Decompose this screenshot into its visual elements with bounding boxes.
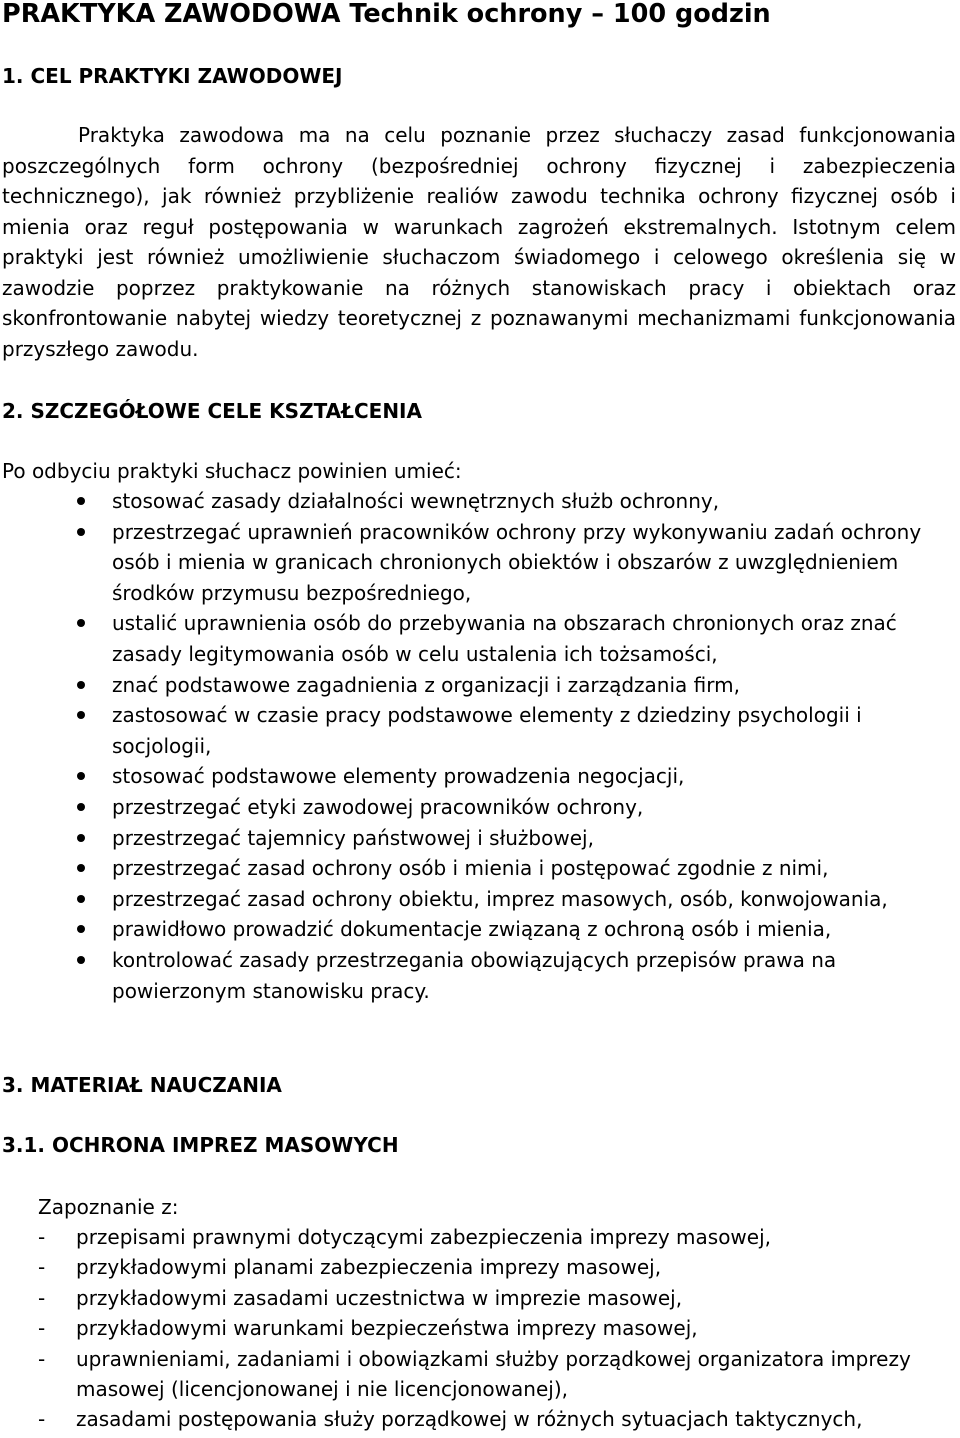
bullet-icon (77, 497, 85, 505)
section-2-bullet-list (0, 486, 960, 1006)
list-item (0, 1252, 956, 1282)
bullet-icon (77, 895, 85, 903)
bullet-icon (77, 834, 85, 842)
dash-marker: - (38, 1407, 46, 1432)
list-item-text: zastosować w czasie pracy podstawowe elementy z dziedziny psychologii i socjologii, (112, 703, 862, 758)
list-item-text: stosować podstawowe elementy prowadzenia negocjacji, (112, 764, 685, 789)
bullet-icon (77, 619, 85, 627)
section-3-heading: 3. MATERIAŁ NAUCZANIA (2, 1073, 282, 1097)
bullet-icon (77, 711, 85, 719)
list-item-text: przykładowymi zasadami uczestnictwa w imprezie masowej, (76, 1285, 683, 1310)
list-item-text: przykładowymi planami zabezpieczenia imprezy masowej, (76, 1255, 662, 1280)
dash-marker: - (38, 1225, 46, 1249)
list-item-text: przestrzegać etyki zawodowej pracowników ochrony, (112, 794, 644, 819)
list-item-text: przykładowymi warunkami bezpieczeństwa imprezy masowej, (76, 1316, 698, 1341)
list-item (0, 761, 944, 792)
bullet-icon (77, 803, 85, 811)
bullet-icon (77, 528, 85, 536)
list-item-text: ustalić uprawnienia osób do przebywania na obszarach chronionych oraz znać zasady legitymowania osób w celu ustalenia ich tożsamości, (112, 611, 897, 666)
list-item (0, 1313, 956, 1343)
section-1-paragraph-text: Praktyka zawodowa ma na celu poznanie przez słuchaczy zasad funkcjonowania poszczególnych form ochrony (bezpośredniej ochrony fizycznej i zabezpieczenia technicznego), jak również przybliżenie realiów zawodu technika ochrony fizycznej osób i mienia oraz reguł postępowania w warunkach zagrożeń ekstremalnych. Istotnym celem praktyki jest również umożliwienie słuchaczom świadomego i celowego określenia się w zawodzie poprzez praktykowanie na różnych stanowiskach pracy i obiektach oraz skonfrontowanie nabytej wiedzy teoretycznej z poznawanymi mechanizmami funkcjonowania przyszłego zawodu. (2, 123, 956, 361)
section-3-1-intro: Zapoznanie z: (38, 1195, 179, 1219)
list-item-text: przepisami prawnymi dotyczącymi zabezpieczenia imprezy masowej, (76, 1225, 772, 1249)
list-item (0, 700, 944, 761)
list-item (0, 1404, 956, 1434)
list-item-text: przestrzegać zasad ochrony osób i mienia i postępować zgodnie z nimi, (112, 856, 829, 881)
list-item (0, 823, 944, 854)
list-item-text: uprawnieniami, zadaniami i obowiązkami służby porządkowej organizatora imprezy masowej (licencjonowanej i nie licencjonowanej), (76, 1346, 911, 1402)
bullet-icon (77, 681, 85, 689)
dash-marker: - (38, 1316, 46, 1341)
bullet-icon (77, 864, 85, 872)
list-item (0, 945, 944, 1006)
list-item (0, 1283, 956, 1313)
list-item-text: stosować zasady działalności wewnętrznych służb ochronny, (112, 489, 720, 513)
dash-marker: - (38, 1285, 46, 1310)
section-1-paragraph (2, 120, 956, 364)
list-item (0, 517, 944, 609)
list-item (0, 884, 944, 915)
list-item-text: przestrzegać uprawnień pracowników ochrony przy wykonywaniu zadań ochrony osób i mienia w granicach chronionych obiektów i obszarów z uwzględnieniem środków przymusu bezpośredniego, (112, 519, 922, 605)
list-item (0, 792, 944, 823)
bullet-icon (77, 956, 85, 964)
dash-marker: - (38, 1346, 46, 1371)
section-2-heading: 2. SZCZEGÓŁOWE CELE KSZTAŁCENIA (2, 399, 422, 423)
document-title: PRAKTYKA ZAWODOWA Technik ochrony – 100 godzin (2, 0, 771, 29)
dash-marker: - (38, 1255, 46, 1280)
list-item (0, 1222, 956, 1252)
list-item (0, 670, 944, 701)
list-item (0, 853, 944, 884)
list-item-text: przestrzegać zasad ochrony obiektu, imprez masowych, osób, konwojowania, (112, 886, 888, 911)
list-item (0, 608, 944, 669)
list-item (0, 1344, 956, 1405)
list-item-text: przestrzegać tajemnicy państwowej i służbowej, (112, 825, 594, 850)
list-item (0, 486, 944, 517)
list-item-text: kontrolować zasady przestrzegania obowiązujących przepisów prawa na powierzonym stanowisku pracy. (112, 947, 837, 1003)
section-1-heading: 1. CEL PRAKTYKI ZAWODOWEJ (2, 64, 343, 88)
bullet-icon (77, 925, 85, 933)
list-item (0, 914, 944, 945)
list-item-text: znać podstawowe zagadnienia z organizacji i zarządzania firm, (112, 672, 740, 697)
bullet-icon (77, 772, 85, 780)
section-3-1-dash-list (0, 1222, 960, 1435)
section-3-1-heading: 3.1. OCHRONA IMPREZ MASOWYCH (2, 1133, 399, 1157)
list-item-text: zasadami postępowania służy porządkowej w różnych sytuacjach taktycznych, (76, 1407, 863, 1432)
list-item-text: prawidłowo prowadzić dokumentacje związaną z ochroną osób i mienia, (112, 917, 832, 942)
section-2-intro: Po odbyciu praktyki słuchacz powinien umieć: (2, 459, 462, 483)
